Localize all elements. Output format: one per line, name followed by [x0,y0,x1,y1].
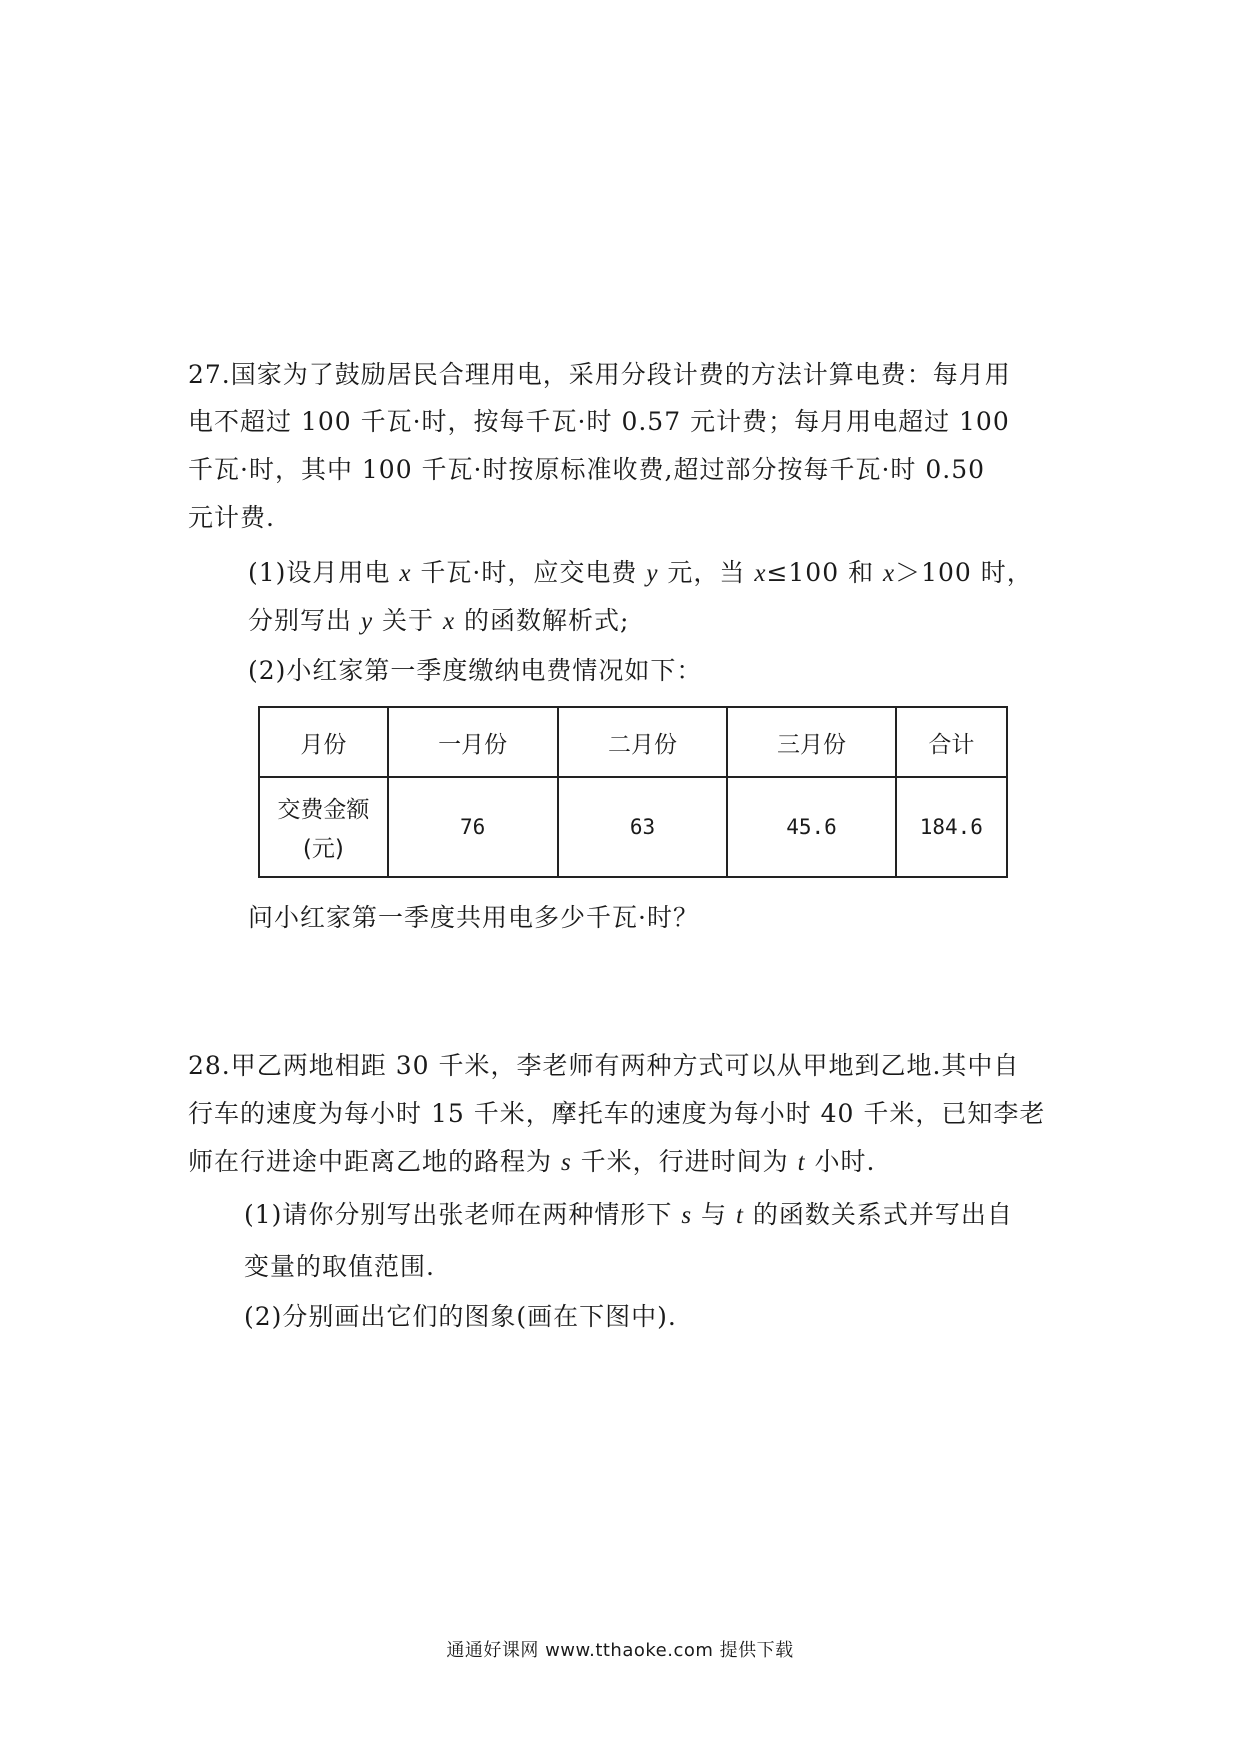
q28-part1-line-2: 变量的取值范围. [244,1252,435,1281]
q27-part1-text: ＞100 时， [895,558,1033,587]
var-x: x [754,560,767,587]
var-x: x [883,560,896,587]
table-cell: 76 [388,777,558,877]
q28-line-3 [188,1142,875,1178]
table-header-cell: 一月份 [388,707,558,777]
q28-text: 的函数关系式并写出自 [743,1200,1013,1229]
q28-text: 千米，行进时间为 [571,1147,798,1176]
q27-part1-line-2 [248,601,629,637]
q27-question: 问小红家第一季度共用电多少千瓦·时？ [248,903,699,932]
var-s: s [681,1202,693,1229]
q28-text: 与 [692,1200,737,1229]
q27-part1-text: 千瓦·时，应交电费 [411,558,647,587]
q27-part1-text: (1)设月用电 [248,558,400,587]
table-header-cell: 合计 [896,707,1007,777]
q27-part1-line-1 [248,553,1033,589]
q27-line-2: 电不超过 100 千瓦·时，按每千瓦·时 0.57 元计费；每月用电超过 100 [188,407,1010,436]
var-t: t [797,1149,806,1176]
q28-text: 小时. [805,1147,876,1176]
table-header-cell: 三月份 [727,707,895,777]
table-cell: 184.6 [896,777,1007,877]
row-label-line: (元) [302,836,344,862]
table-header-row [259,707,1007,777]
table-row-label [259,777,388,877]
q27-line-4: 元计费. [188,503,275,532]
row-label-line: 交费金额 [277,797,370,823]
fee-table [258,706,1008,878]
q27-part2: (2)小红家第一季度缴纳电费情况如下： [248,656,703,685]
q27-part1-text: ≤100 和 [766,558,884,587]
var-s: s [560,1149,572,1176]
q28-part2: (2)分别画出它们的图象(画在下图中). [244,1302,677,1331]
q27-line-3: 千瓦·时，其中 100 千瓦·时按原标准收费,超过部分按每千瓦·时 0.50 [188,455,986,484]
var-y: y [646,560,659,587]
q28-part1-line-1 [244,1195,1013,1231]
q28-line-2: 行车的速度为每小时 15 千米，摩托车的速度为每小时 40 千米，已知李老 [188,1099,1046,1128]
q27-part1-text: 的函数解析式; [455,606,630,635]
q27-line-1: 27.国家为了鼓励居民合理用电，采用分段计费的方法计算电费：每月用 [188,360,1011,389]
var-y: y [360,608,374,635]
table-header-cell: 二月份 [558,707,728,777]
q27-part1-text: 关于 [373,606,443,635]
var-x: x [442,608,456,635]
q28-line-1: 28.甲乙两地相距 30 千米，李老师有两种方式可以从甲地到乙地.其中自 [188,1051,1020,1080]
q27-part1-text: 分别写出 [248,606,361,635]
q28-text: 师在行进途中距离乙地的路程为 [188,1147,561,1176]
q27-part1-text: 元，当 [658,558,755,587]
table-header-cell: 月份 [259,707,388,777]
footer-source: 通通好课网 www.tthaoke.com 提供下载 [446,1640,794,1661]
table-row [259,777,1007,877]
table-cell: 45.6 [727,777,895,877]
table-cell: 63 [558,777,728,877]
q28-text: (1)请你分别写出张老师在两种情形下 [244,1200,682,1229]
var-t: t [736,1202,744,1229]
var-x: x [399,560,412,587]
